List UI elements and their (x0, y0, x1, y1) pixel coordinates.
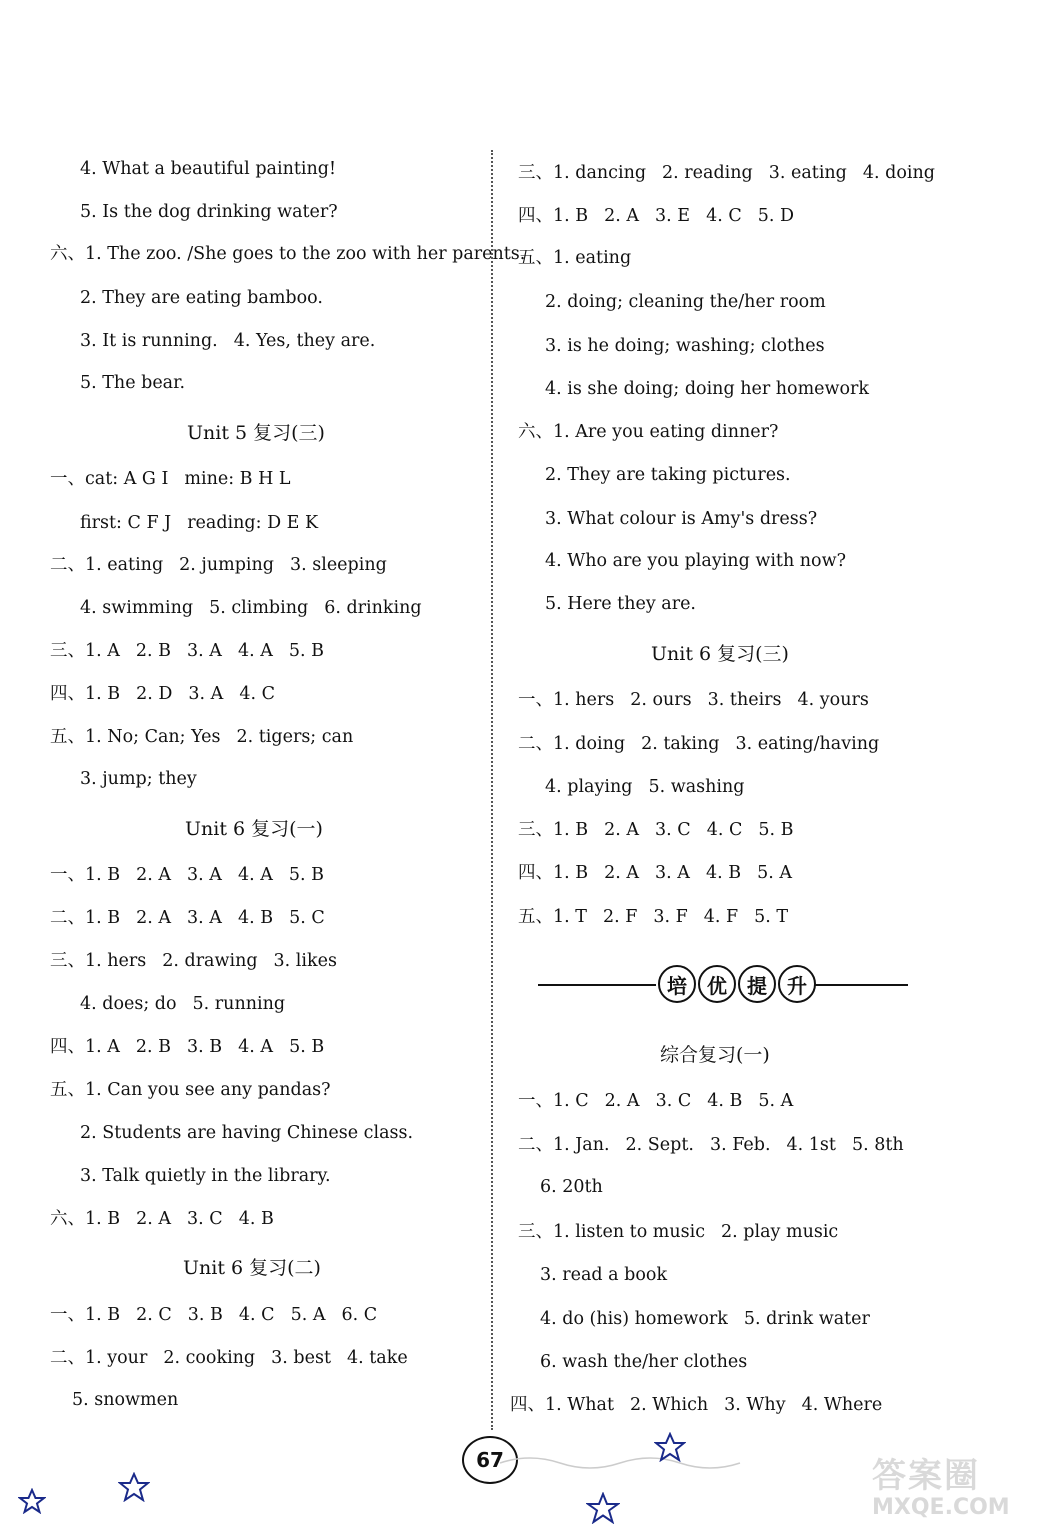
answer-segment: 3. jump; they (80, 769, 197, 789)
answer-segment: 5. B (289, 1037, 325, 1057)
answer-line (80, 1165, 331, 1187)
answer-segment: 3. C (187, 1209, 223, 1229)
answer-line (518, 1090, 793, 1112)
banner-rule-right (806, 984, 908, 986)
answer-line (80, 768, 197, 790)
watermark (872, 1448, 1032, 1528)
answer-segment: 3. read a book (540, 1265, 668, 1285)
answer-segment: 4. C (706, 820, 743, 840)
answer-segment: 3. C (655, 820, 691, 840)
banner-char: 升 (778, 965, 816, 1003)
answer-segment: 4. yours (797, 690, 869, 710)
answer-line (540, 1176, 603, 1198)
answer-segment: 二、1. your (50, 1348, 148, 1368)
watermark-cn: 答案圈 (872, 1456, 980, 1496)
answer-line (72, 1389, 178, 1411)
decorative-wave (500, 1448, 760, 1478)
answer-segment: 5. D (757, 206, 795, 226)
answer-segment: 4. F (703, 907, 739, 927)
answer-segment: 2. F (602, 907, 638, 927)
answer-line (50, 243, 525, 265)
star-icon (18, 1488, 46, 1514)
answer-line (518, 1134, 904, 1156)
answer-segment: 2. They are eating bamboo. (80, 288, 323, 308)
answer-segment: 3. eating (768, 163, 847, 183)
answer-segment: 5. B (288, 641, 324, 661)
answer-segment: 3. best (271, 1348, 331, 1368)
answer-segment: 二、1. Jan. (518, 1135, 610, 1155)
answer-segment: 2. reading (662, 163, 753, 183)
answer-segment: 2. A (604, 206, 640, 226)
answer-line (50, 1208, 274, 1230)
answer-line (80, 158, 336, 180)
answer-segment: 5. A (758, 1091, 794, 1111)
answer-segment: 一、1. B (50, 865, 121, 885)
answer-segment: 5. A (757, 863, 792, 883)
answer-segment: 二、1. doing (518, 734, 626, 754)
banner-title (658, 965, 816, 1003)
answer-line (518, 1221, 838, 1243)
answer-segment: 4. C (239, 684, 275, 704)
answer-line (518, 733, 879, 755)
star-icon (118, 1472, 150, 1502)
answer-segment: 2. taking (641, 734, 720, 754)
answer-line (545, 464, 791, 486)
answer-line (545, 550, 846, 572)
answer-segment: 2. cooking (163, 1348, 256, 1368)
banner-char: 培 (658, 965, 696, 1003)
answer-segment: 4. C (238, 1305, 275, 1325)
answer-segment: 四、1. A (50, 1037, 120, 1057)
answer-segment: 3. F (653, 907, 688, 927)
answer-segment: 3. It is running. (80, 331, 218, 351)
answer-segment: 5. A (290, 1305, 326, 1325)
answer-segment: reading: D E K (187, 513, 319, 533)
answer-segment: 2. C (136, 1305, 172, 1325)
answer-segment: 3. A (187, 641, 222, 661)
answer-segment: 6. wash the/her clothes (540, 1352, 748, 1372)
answer-segment: 六、1. The zoo. /She goes to the zoo with her parents. (50, 244, 526, 264)
answer-segment: 六、1. B (50, 1209, 121, 1229)
answer-segment: 5. B (758, 820, 794, 840)
answer-segment: 二、1. eating (50, 555, 164, 575)
answer-segment: 2. Sept. (625, 1135, 694, 1155)
answer-segment: 3. A (187, 908, 222, 928)
watermark-en: MXQE.COM (872, 1495, 1010, 1520)
answer-line (50, 640, 324, 662)
star-icon (586, 1492, 620, 1524)
answer-line (50, 1304, 377, 1326)
answer-line (518, 906, 788, 928)
answer-line (545, 593, 696, 615)
answer-segment: 2. B (135, 641, 172, 661)
answer-line (50, 554, 387, 576)
answer-segment: 2. drawing (162, 951, 258, 971)
answer-segment: 3. Feb. (709, 1135, 771, 1155)
answer-line (80, 330, 375, 352)
answer-segment: 2. jumping (179, 555, 274, 575)
answer-segment: 2. A (136, 865, 172, 885)
answer-line (50, 468, 291, 490)
answer-line (545, 776, 744, 798)
answer-segment: 四、1. B (518, 206, 589, 226)
section-heading: Unit 5 复习(三) (187, 422, 325, 444)
answer-segment: 3. E (655, 206, 691, 226)
answer-segment: 三、1. listen to music (518, 1222, 706, 1242)
answer-segment: 5. C (289, 908, 325, 928)
answer-segment: 4. do (his) homework (540, 1309, 728, 1329)
answer-line (50, 726, 353, 748)
answer-segment: 二、1. B (50, 908, 121, 928)
answer-segment: 一、1. C (518, 1091, 589, 1111)
answer-segment: 5. snowmen (72, 1390, 179, 1410)
answer-segment: 5. Is the dog drinking water? (80, 202, 338, 222)
answer-segment: 3. likes (273, 951, 337, 971)
answer-line (540, 1264, 667, 1286)
answer-segment: 5. washing (648, 777, 745, 797)
answer-line (50, 950, 337, 972)
answer-segment: 3. What colour is Amy's dress? (545, 509, 818, 529)
answer-line (518, 205, 794, 227)
answer-line (80, 372, 185, 394)
answer-segment: 5. drink water (743, 1309, 870, 1329)
answer-segment: 2. play music (721, 1222, 839, 1242)
answer-line (518, 162, 935, 184)
answer-segment: 三、1. A (50, 641, 120, 661)
answer-line (50, 864, 324, 886)
answer-segment: 6. C (341, 1305, 378, 1325)
answer-line (545, 508, 817, 530)
answer-segment: 5. B (288, 865, 324, 885)
answer-line (50, 1347, 408, 1369)
answer-line (80, 1122, 413, 1144)
answer-segment: 3. B (187, 1305, 223, 1325)
answer-line (80, 597, 422, 619)
answer-segment: 四、1. B (50, 684, 121, 704)
answer-segment: 4. B (705, 863, 742, 883)
answer-line (518, 689, 869, 711)
answer-segment: 五、1. eating (518, 248, 632, 268)
answer-line (80, 512, 318, 534)
answer-line (518, 862, 792, 884)
answer-segment: 一、1. hers (518, 690, 615, 710)
answer-segment: 3. sleeping (289, 555, 387, 575)
answer-segment: 4. A (237, 865, 273, 885)
answer-segment: 4. B (707, 1091, 743, 1111)
answer-line (50, 907, 325, 929)
answer-segment: 3. Talk quietly in the library. (80, 1166, 331, 1186)
answer-segment: 4. playing (545, 777, 633, 797)
answer-segment: 4. C (706, 206, 742, 226)
answer-segment: 2. ours (630, 690, 692, 710)
answer-segment: 2. tigers; can (236, 727, 354, 747)
section-banner (538, 962, 908, 1006)
answer-segment: 4. A (237, 641, 273, 661)
page-number: 67 (462, 1436, 518, 1484)
answer-line (518, 247, 631, 269)
answer-line (545, 335, 825, 357)
section-heading: Unit 6 复习(二) (183, 1257, 321, 1279)
answer-segment: 5. T (754, 907, 789, 927)
answer-segment: 4. does; do (80, 994, 177, 1014)
section-heading: Unit 6 复习(三) (651, 643, 789, 665)
answer-segment: 2. Students are having Chinese class. (80, 1123, 414, 1143)
answer-segment: mine: B H L (184, 469, 291, 489)
section-heading: 综合复习(一) (660, 1044, 770, 1066)
answer-segment: 3. A (655, 863, 690, 883)
answer-line (80, 287, 323, 309)
answer-segment: 4. doing (862, 163, 935, 183)
answer-segment: 5. 8th (851, 1135, 904, 1155)
banner-rule-left (538, 984, 656, 986)
answer-segment: 4. B (238, 1209, 274, 1229)
banner-char: 提 (738, 965, 776, 1003)
answer-line (510, 1394, 882, 1416)
answer-segment: 5. The bear. (80, 373, 186, 393)
answer-segment: 2. doing; cleaning the/her room (545, 292, 826, 312)
answer-segment: 4. 1st (786, 1135, 836, 1155)
answer-line (50, 1079, 331, 1101)
answer-segment: 3. A (187, 865, 222, 885)
answer-segment: 3. eating/having (735, 734, 880, 754)
answer-segment: 3. is he doing; washing; clothes (545, 336, 825, 356)
answer-line (540, 1308, 870, 1330)
answer-segment: 2. A (604, 1091, 640, 1111)
answer-segment: 三、1. B (518, 820, 589, 840)
answer-segment: 2. A (136, 1209, 172, 1229)
answer-segment: 3. B (187, 1037, 223, 1057)
answer-segment: 五、1. T (518, 907, 587, 927)
answer-segment: 2. A (136, 908, 172, 928)
answer-line (545, 378, 869, 400)
answer-segment: 3. Why (724, 1395, 786, 1415)
answer-segment: 3. C (655, 1091, 692, 1111)
banner-char: 优 (698, 965, 736, 1003)
answer-segment: 四、1. B (518, 863, 589, 883)
answer-segment: 4. Yes, they are. (233, 331, 376, 351)
answer-segment: 四、1. What (510, 1395, 614, 1415)
star-icon (654, 1432, 686, 1462)
answer-segment: 4. A (238, 1037, 274, 1057)
answer-line (80, 993, 285, 1015)
answer-segment: 2. D (136, 684, 173, 704)
answer-line (540, 1351, 747, 1373)
answer-segment: 6. drinking (324, 598, 422, 618)
answer-segment: 4. is she doing; doing her homework (545, 379, 870, 399)
answer-segment: 三、1. dancing (518, 163, 647, 183)
answer-segment: 2. Which (629, 1395, 709, 1415)
answer-segment: 2. B (135, 1037, 172, 1057)
answer-segment: 一、cat: A G I (50, 469, 169, 489)
answer-line (50, 683, 275, 705)
answer-segment: 三、1. hers (50, 951, 147, 971)
answer-segment: 3. A (188, 684, 224, 704)
answer-segment: 3. theirs (707, 690, 782, 710)
answer-line (80, 201, 338, 223)
answer-segment: 4. B (237, 908, 274, 928)
answer-segment: first: C F J (80, 513, 172, 533)
answer-segment: 5. Here they are. (545, 594, 696, 614)
answer-segment: 4. Where (801, 1395, 883, 1415)
answer-segment: 一、1. B (50, 1305, 121, 1325)
answer-segment: 六、1. Are you eating dinner? (518, 422, 779, 442)
answer-segment: 五、1. Can you see any pandas? (50, 1080, 331, 1100)
answer-segment: 4. take (346, 1348, 408, 1368)
answer-segment: 2. A (604, 863, 640, 883)
answer-segment: 4. Who are you playing with now? (545, 551, 846, 571)
answer-line (518, 819, 793, 841)
answer-segment: 5. climbing (209, 598, 309, 618)
answer-segment: 五、1. No; Can; Yes (50, 727, 221, 747)
answer-segment: 4. What a beautiful painting! (80, 159, 336, 179)
answer-segment: 4. swimming (80, 598, 194, 618)
answer-segment: 2. They are taking pictures. (545, 465, 791, 485)
answer-segment: 6. 20th (540, 1177, 603, 1197)
column-divider (491, 150, 493, 1430)
answer-line (518, 421, 778, 443)
answer-line (545, 291, 826, 313)
answer-segment: 2. A (604, 820, 640, 840)
answer-line (50, 1036, 324, 1058)
section-heading: Unit 6 复习(一) (185, 818, 323, 840)
answer-segment: 5. running (192, 994, 286, 1014)
